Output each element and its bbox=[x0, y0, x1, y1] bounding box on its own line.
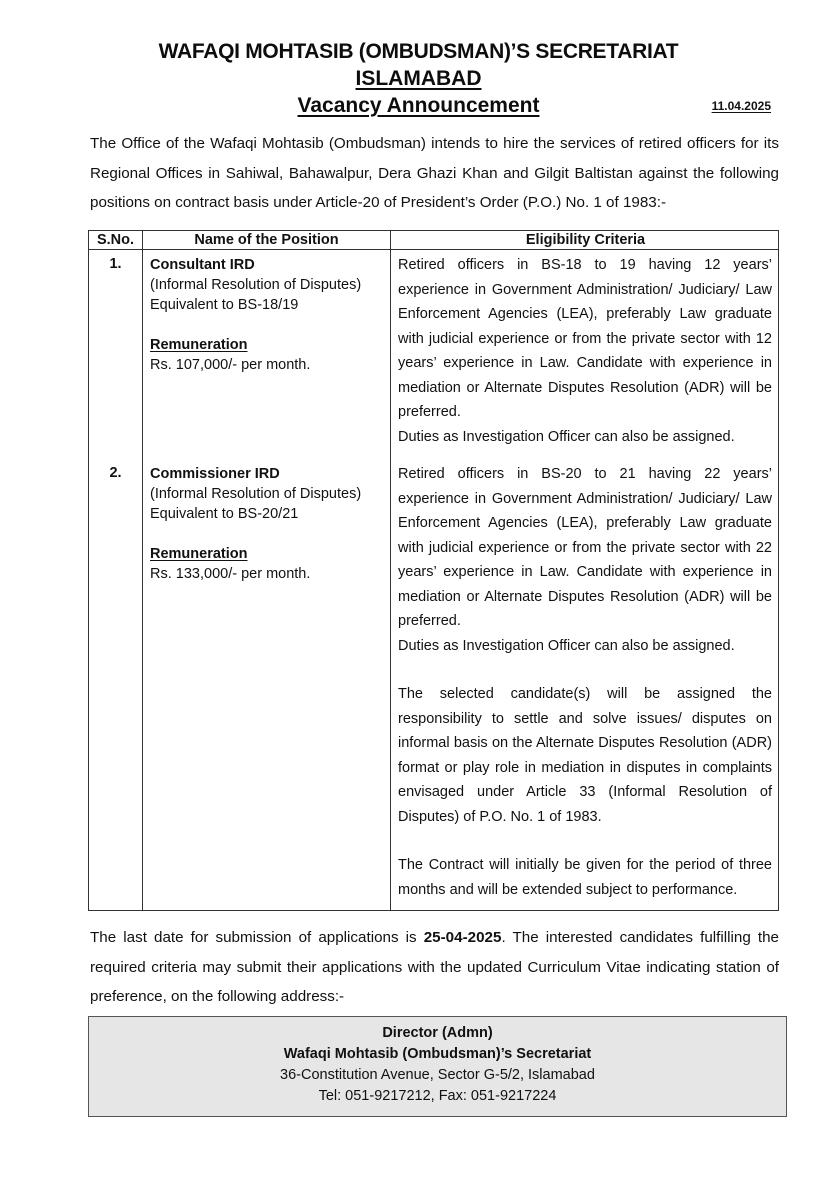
address-contact: Tel: 051-9217212, Fax: 051-9217224 bbox=[318, 1088, 557, 1104]
row-2-position bbox=[150, 464, 390, 584]
announcement-date: 11.04.2025 bbox=[711, 99, 771, 113]
eligibility-text: Retired officers in BS-18 to 19 having 12 years’ experience in Government Administration/ Judiciary/ Law Enforcement Agencies (LEA), preferably Law graduate with judicial experience or from the private sector with 12 years’ experience in Law. Candidate with experience in mediation or Alternate Disputes Resolution (ADR) will be preferred. bbox=[398, 257, 772, 420]
position-equivalent: Equivalent to BS-20/21 bbox=[150, 506, 299, 522]
address-box bbox=[88, 1016, 787, 1117]
row-2-eligibility bbox=[398, 462, 772, 902]
closing-paragraph bbox=[90, 923, 779, 1012]
last-date: 25-04-2025 bbox=[423, 929, 502, 946]
column-divider bbox=[142, 231, 143, 910]
remuneration-label: Remuneration bbox=[150, 546, 248, 562]
position-title: Commissioner IRD bbox=[150, 466, 280, 482]
city-heading bbox=[0, 67, 837, 91]
organization-heading: WAFAQI MOHTASIB (OMBUDSMAN)’S SECRETARIAT bbox=[158, 40, 679, 63]
position-title: Consultant IRD bbox=[150, 257, 255, 273]
address-office: Wafaqi Mohtasib (Ombudsman)’s Secretariat bbox=[283, 1046, 592, 1062]
remuneration-label: Remuneration bbox=[150, 337, 248, 353]
row-1-position bbox=[150, 255, 390, 375]
eligibility-duties: Duties as Investigation Officer can also be assigned. bbox=[398, 428, 735, 445]
address-street: 36-Constitution Avenue, Sector G-5/2, Islamabad bbox=[280, 1067, 595, 1083]
header-sno: S.No. bbox=[96, 232, 135, 248]
intro-paragraph: The Office of the Wafaqi Mohtasib (Ombudsman) intends to hire the services of retired officers for its Regional Offices in Sahiwal, Bahawalpur, Dera Ghazi Khan and Gilgit Baltistan against the following positions on contract basis under Article-20 of President’s Order (P.O.) No. 1 of 1983:- bbox=[90, 135, 779, 211]
remuneration-value: Rs. 107,000/- per month. bbox=[150, 357, 311, 373]
position-equivalent: Equivalent to BS-18/19 bbox=[150, 297, 299, 313]
header-position: Name of the Position bbox=[194, 232, 339, 248]
header-divider bbox=[89, 249, 778, 250]
remuneration-value: Rs. 133,000/- per month. bbox=[150, 566, 311, 582]
position-subtitle: (Informal Resolution of Disputes) bbox=[150, 486, 362, 502]
row-1-eligibility bbox=[398, 253, 772, 449]
positions-table bbox=[88, 230, 779, 911]
contract-note: The Contract will initially be given for the period of three months and will be extended subject to performance. bbox=[398, 857, 772, 898]
eligibility-text: Retired officers in BS-20 to 21 having 22 years’ experience in Government Administration/ Judiciary/ Law Enforcement Agencies (LEA), preferably Law graduate with judicial experience or from the private sector with 22 years’ experience in Law. Candidate with experience in mediation or Alternate Disputes Resolution (ADR) will be preferred. bbox=[398, 466, 772, 629]
city-text: ISLAMABAD bbox=[355, 67, 482, 90]
position-subtitle: (Informal Resolution of Disputes) bbox=[150, 277, 362, 293]
title-text: Vacancy Announcement bbox=[297, 94, 540, 117]
closing-text-before: The last date for submission of applications is bbox=[90, 929, 424, 946]
address-designation: Director (Admn) bbox=[382, 1025, 493, 1041]
row-1-sno: 1. bbox=[109, 256, 122, 272]
column-divider bbox=[390, 231, 391, 910]
closing-text-after: . The interested candidates fulfilling the required criteria may submit their applications with the updated Curriculum Vitae indicating station of preference, on the following address:- bbox=[90, 929, 779, 1005]
responsibility-note: The selected candidate(s) will be assigned the responsibility to settle and solve issues/ disputes on informal basis on the Alternate Disputes Resolution (ADR) format or play role in mediation in disputes in complaints envisaged under Article 33 (Informal Resolution of Disputes) of P.O. No. 1 of 1983. bbox=[398, 686, 772, 825]
header-eligibility: Eligibility Criteria bbox=[525, 232, 646, 248]
eligibility-duties: Duties as Investigation Officer can also be assigned. bbox=[398, 637, 735, 654]
row-2-sno: 2. bbox=[109, 465, 122, 481]
